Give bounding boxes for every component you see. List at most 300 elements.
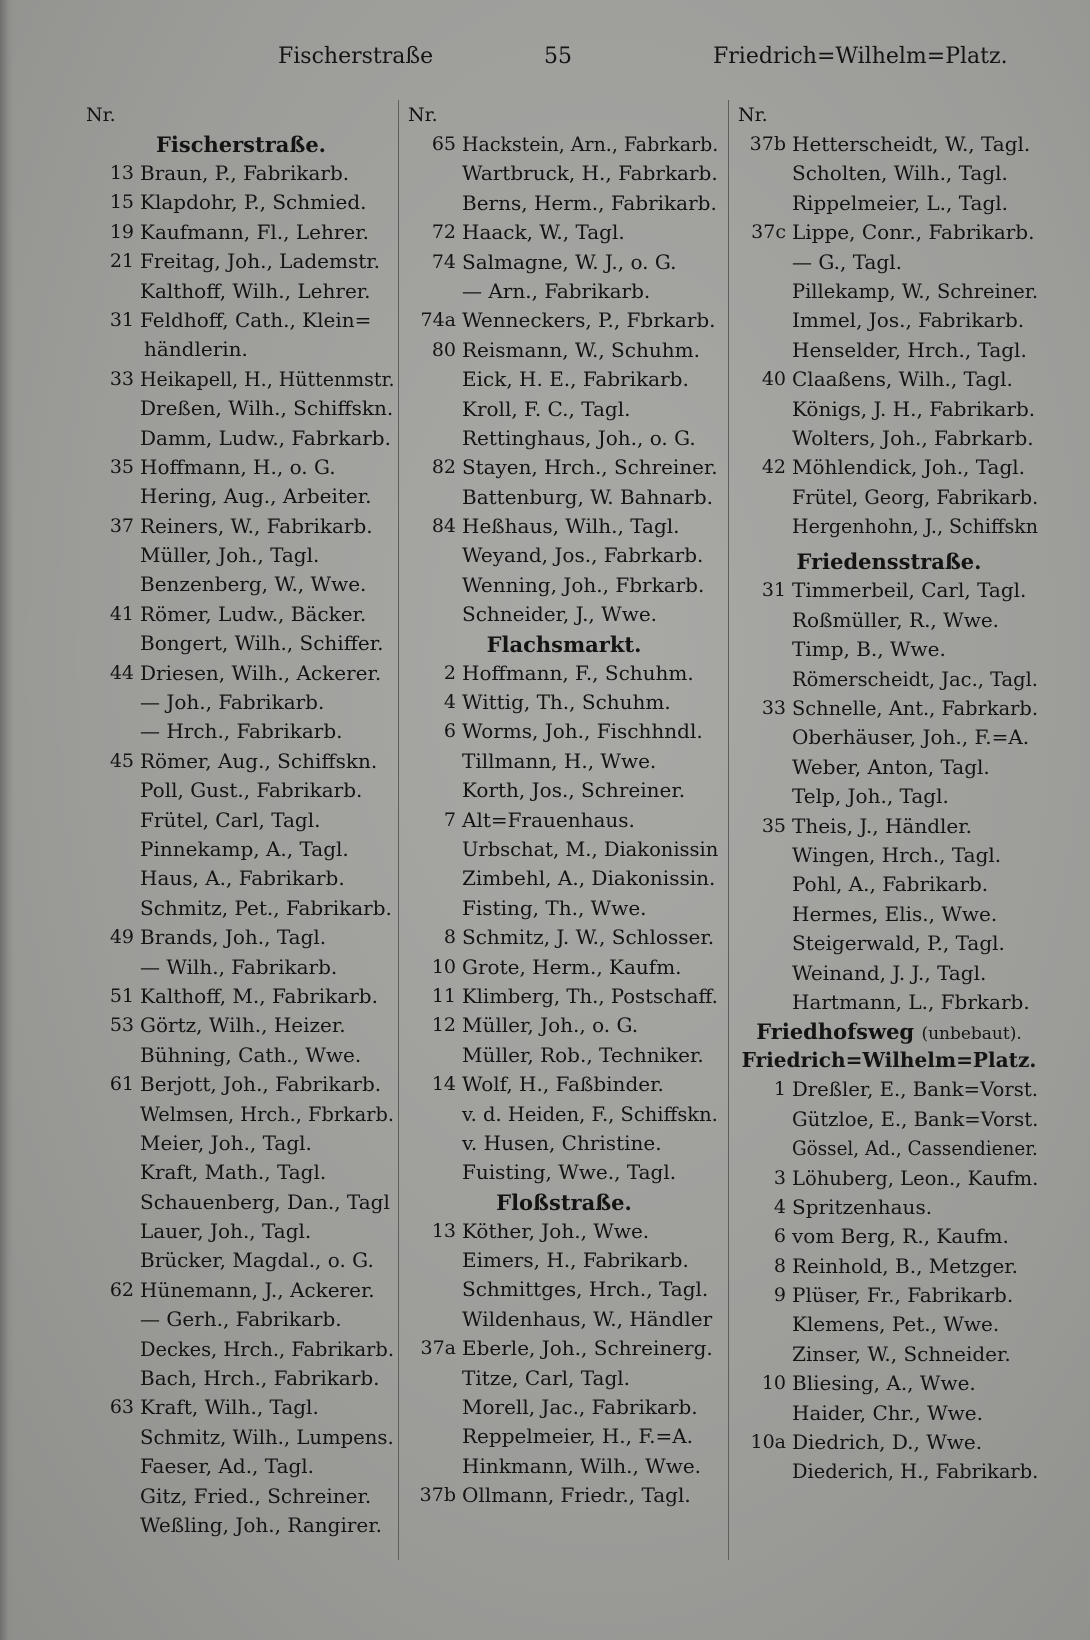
page-header: [0, 44, 1090, 84]
resident-entry: [408, 1011, 720, 1040]
resident-entry: [86, 953, 396, 982]
resident-entry: [408, 1100, 720, 1129]
resident-entry: [738, 248, 1040, 277]
nr-label: Nr.: [408, 104, 438, 126]
resident-entry: [738, 812, 1040, 841]
nr-label: Nr.: [86, 104, 116, 126]
house-number: 12: [431, 1014, 456, 1037]
resident-text: Stayen, Hrch., Schreiner.: [462, 455, 718, 480]
house-number: 53: [109, 1014, 134, 1037]
resident-entry: [738, 1193, 1040, 1222]
resident-entry: [408, 483, 720, 512]
resident-text: Görtz, Wilh., Heizer.: [140, 1013, 346, 1038]
resident-entry: [86, 1041, 396, 1070]
resident-text: Berns, Herm., Fabrikarb.: [462, 190, 717, 215]
resident-text: Pillekamp, W., Schreiner.: [792, 278, 1039, 303]
resident-entry: [408, 306, 720, 335]
resident-text: Hermes, Elis., Wwe.: [792, 901, 998, 926]
house-number: 33: [761, 697, 786, 720]
resident-text: Müller, Rob., Techniker.: [462, 1042, 704, 1067]
resident-text: Reismann, W., Schuhm.: [462, 337, 700, 362]
house-number: 84: [431, 515, 456, 538]
house-number: 10: [761, 1372, 786, 1395]
resident-text: Gützloe, E., Bank=Vorst.: [792, 1106, 1039, 1131]
resident-text: Rippelmeier, L., Tagl.: [792, 190, 1009, 215]
resident-text: Diedrich, D., Wwe.: [792, 1430, 983, 1455]
house-number: 11: [431, 984, 456, 1007]
house-number: 14: [431, 1073, 456, 1096]
resident-text: Salmagne, W. J., o. G.: [462, 249, 677, 274]
house-number: 21: [109, 250, 134, 273]
resident-entry: [86, 394, 396, 423]
resident-text: Pinnekamp, A., Tagl.: [140, 836, 349, 861]
resident-text: — Hrch., Fabrikarb.: [140, 719, 343, 744]
resident-entry: [738, 1399, 1040, 1428]
resident-entry: [738, 218, 1040, 247]
resident-text: vom Berg, R., Kaufm.: [792, 1224, 1009, 1249]
resident-text: Schauenberg, Dan., Tagl: [140, 1189, 390, 1214]
resident-entry: [738, 130, 1040, 159]
resident-text: Freitag, Joh., Lademstr.: [140, 249, 380, 274]
resident-entry: [86, 1217, 396, 1246]
resident-entry: [86, 247, 396, 276]
resident-text: Telp, Joh., Tagl.: [792, 784, 949, 809]
house-number: 37: [109, 514, 134, 537]
house-number: 65: [431, 133, 456, 155]
resident-entry: [86, 1393, 396, 1422]
resident-entry: [86, 894, 396, 923]
resident-text: Damm, Ludw., Fabrkarb.: [140, 425, 391, 450]
resident-text: Hinkmann, Wilh., Wwe.: [462, 1453, 702, 1478]
house-number: 74: [431, 250, 456, 273]
resident-entry: [86, 659, 396, 688]
resident-text: Kraft, Wilh., Tagl.: [140, 1395, 319, 1420]
house-number: 37b: [749, 133, 786, 155]
resident-entry: [86, 1070, 396, 1099]
resident-text: Schmitz, J. W., Schlosser.: [462, 925, 715, 950]
resident-text: Brands, Joh., Tagl.: [140, 925, 327, 950]
resident-text: Rettinghaus, Joh., o. G.: [462, 425, 696, 450]
resident-text: Haack, W., Tagl.: [462, 220, 625, 245]
resident-entry: [86, 1511, 396, 1540]
page-number: 55: [544, 44, 572, 69]
resident-entry: [408, 453, 720, 482]
house-number: 72: [431, 221, 456, 244]
resident-text: Lauer, Joh., Tagl.: [140, 1219, 312, 1244]
resident-text: Dreßler, E., Bank=Vorst.: [792, 1077, 1039, 1102]
resident-entry: [738, 1134, 1040, 1163]
resident-text: Kaufmann, Fl., Lehrer.: [140, 219, 369, 244]
house-number: 7: [443, 808, 456, 831]
resident-entry: [408, 277, 720, 306]
resident-text: Faeser, Ad., Tagl.: [140, 1454, 315, 1479]
resident-text: Ollmann, Friedr., Tagl.: [462, 1483, 691, 1508]
resident-entry: [408, 747, 720, 776]
resident-text: Benzenberg, W., Wwe.: [140, 572, 367, 597]
resident-text: Römer, Aug., Schiffskn.: [140, 748, 378, 773]
resident-text: Battenburg, W. Bahnarb.: [462, 484, 713, 509]
resident-entry: [408, 1422, 720, 1451]
resident-text: Schnelle, Ant., Fabrkarb.: [792, 696, 1038, 721]
resident-text: Hergenhohn, J., Schiffskn: [792, 514, 1039, 539]
house-number: 42: [761, 456, 786, 479]
resident-entry: [408, 1246, 720, 1275]
resident-entry: [408, 1481, 720, 1510]
resident-entry: [408, 659, 720, 688]
resident-entry: [86, 1452, 396, 1481]
resident-entry: [408, 894, 720, 923]
house-number: 51: [109, 984, 134, 1007]
house-number: 40: [761, 368, 786, 391]
resident-text: Feldhoff, Cath., Klein=: [140, 307, 372, 332]
resident-entry: [86, 1276, 396, 1305]
resident-text: Timp, B., Wwe.: [792, 637, 946, 662]
resident-text: Poll, Gust., Fabrikarb.: [140, 778, 363, 803]
resident-text: — Arn., Fabrikarb.: [462, 278, 651, 303]
resident-entry: [86, 218, 396, 247]
header-left-street: Fischerstraße: [278, 44, 434, 69]
resident-entry: [738, 1105, 1040, 1134]
resident-text: Steigerwald, P., Tagl.: [792, 931, 1005, 956]
resident-entry: [86, 688, 396, 717]
resident-text: Berjott, Joh., Fabrikarb.: [140, 1072, 382, 1097]
resident-entry: [408, 1158, 720, 1187]
resident-entry: [408, 982, 720, 1011]
resident-text: Schmittges, Hrch., Tagl.: [462, 1277, 709, 1302]
resident-entry: [738, 782, 1040, 811]
resident-entry: [408, 1364, 720, 1393]
resident-text: Wolters, Joh., Fabrkarb.: [792, 425, 1034, 450]
resident-entry: [408, 1041, 720, 1070]
resident-entry: [738, 1369, 1040, 1398]
house-number: 35: [109, 455, 134, 478]
resident-text: Schneider, J., Wwe.: [462, 602, 658, 627]
resident-text: Brücker, Magdal., o. G.: [140, 1248, 374, 1273]
resident-text: Wildenhaus, W., Händler: [462, 1306, 713, 1331]
resident-entry: [738, 512, 1040, 541]
resident-text: Weyand, Jos., Fabrkarb.: [462, 543, 704, 568]
resident-text: Reinhold, B., Metzger.: [792, 1253, 1019, 1278]
resident-text: Kroll, F. C., Tagl.: [462, 396, 631, 421]
house-number: 63: [109, 1396, 134, 1419]
street-heading-text: Floßstraße.: [496, 1189, 632, 1215]
resident-text: Claaßens, Wilh., Tagl.: [792, 367, 1013, 392]
resident-entry: [738, 1164, 1040, 1193]
resident-entry: [86, 424, 396, 453]
resident-text: Pohl, A., Fabrikarb.: [792, 872, 989, 897]
house-number: 19: [109, 220, 134, 243]
resident-text: Haider, Chr., Wwe.: [792, 1400, 983, 1425]
entry-list: [408, 130, 720, 1511]
house-number: 80: [431, 338, 456, 361]
street-heading: [738, 547, 1040, 576]
resident-text: Bongert, Wilh., Schiffer.: [140, 631, 384, 656]
resident-entry: [86, 806, 396, 835]
resident-text: Lippe, Conr., Fabrikarb.: [792, 220, 1035, 245]
resident-text: Immel, Jos., Fabrikarb.: [792, 308, 1025, 333]
resident-entry: [738, 1457, 1040, 1486]
resident-text: Weber, Anton, Tagl.: [792, 754, 990, 779]
resident-text: Klemens, Pet., Wwe.: [792, 1312, 1000, 1337]
resident-entry: [86, 541, 396, 570]
resident-entry: [408, 395, 720, 424]
resident-entry: [408, 1393, 720, 1422]
resident-entry: [86, 1100, 396, 1129]
resident-text: Kraft, Math., Tagl.: [140, 1160, 327, 1185]
resident-entry: [86, 365, 396, 394]
resident-text: Roßmüller, R., Wwe.: [792, 607, 1000, 632]
resident-entry: [738, 753, 1040, 782]
resident-entry: [738, 1075, 1040, 1104]
resident-entry: [738, 900, 1040, 929]
resident-entry: [738, 959, 1040, 988]
resident-entry: [408, 218, 720, 247]
resident-entry: [738, 1222, 1040, 1251]
resident-entry: [408, 923, 720, 952]
resident-entry: [738, 929, 1040, 958]
resident-text: Haus, A., Fabrikarb.: [140, 866, 345, 891]
resident-text: Tillmann, H., Wwe.: [462, 748, 657, 773]
house-number: 3: [773, 1166, 786, 1189]
resident-text: Möhlendick, Joh., Tagl.: [792, 455, 1026, 480]
resident-entry: [738, 606, 1040, 635]
entry-list: [86, 130, 396, 1540]
street-heading-note: (unbebaut).: [921, 1024, 1022, 1045]
resident-entry: [738, 723, 1040, 752]
house-number: 37b: [419, 1484, 456, 1507]
resident-entry: [408, 864, 720, 893]
resident-text: händlerin.: [144, 337, 248, 362]
house-number: 1: [773, 1078, 786, 1101]
resident-entry: [86, 570, 396, 599]
resident-text: Wingen, Hrch., Tagl.: [792, 842, 1002, 867]
resident-text: Köther, Joh., Wwe.: [462, 1218, 650, 1243]
resident-entry: [86, 982, 396, 1011]
house-number: 33: [109, 367, 134, 390]
resident-entry: [738, 277, 1040, 306]
house-number: 37a: [420, 1337, 456, 1360]
resident-text: Schmitz, Pet., Fabrikarb.: [140, 895, 392, 920]
resident-text: Hünemann, J., Ackerer.: [140, 1277, 375, 1302]
house-number: 13: [431, 1219, 456, 1242]
resident-text: Römer, Ludw., Bäcker.: [140, 601, 367, 626]
resident-entry: [86, 159, 396, 188]
resident-entry: [86, 335, 396, 364]
column-divider-2: [728, 100, 729, 1560]
resident-entry: [86, 1129, 396, 1158]
resident-text: — G., Tagl.: [792, 249, 902, 274]
resident-entry: [408, 1305, 720, 1334]
resident-entry: [408, 424, 720, 453]
resident-entry: [738, 635, 1040, 664]
house-number: 44: [109, 661, 134, 684]
street-heading: [408, 1188, 720, 1217]
resident-text: v. d. Heiden, F., Schiffskn.: [462, 1101, 718, 1126]
resident-entry: [408, 1452, 720, 1481]
resident-entry: [738, 1428, 1040, 1457]
street-heading: [738, 1017, 1040, 1046]
resident-entry: [408, 776, 720, 805]
resident-text: Alt=Frauenhaus.: [462, 807, 635, 832]
resident-text: Wenning, Joh., Fbrkarb.: [462, 572, 705, 597]
resident-entry: [408, 189, 720, 218]
resident-entry: [408, 541, 720, 570]
street-heading-text: Friedensstraße.: [796, 549, 982, 575]
resident-text: Grote, Herm., Kaufm.: [462, 954, 682, 979]
resident-text: — Wilh., Fabrikarb.: [140, 954, 338, 979]
resident-entry: [738, 1340, 1040, 1369]
column-3: [738, 100, 1040, 1487]
resident-entry: [86, 1158, 396, 1187]
book-binding-edge: [0, 0, 14, 1640]
resident-entry: [86, 1482, 396, 1511]
resident-entry: [408, 248, 720, 277]
resident-entry: [86, 747, 396, 776]
resident-text: Scholten, Wilh., Tagl.: [792, 161, 1008, 186]
resident-entry: [86, 600, 396, 629]
street-heading-text: Friedrich=Wilhelm=Platz.: [741, 1048, 1037, 1073]
resident-text: Hackstein, Arn., Fabrkarb.: [462, 132, 719, 156]
resident-text: Wartbruck, H., Fabrkarb.: [462, 161, 718, 186]
resident-text: Worms, Joh., Fischhndl.: [462, 719, 703, 744]
resident-entry: [86, 1305, 396, 1334]
resident-entry: [738, 159, 1040, 188]
resident-text: Hoffmann, F., Schuhm.: [462, 660, 694, 685]
house-number: 4: [773, 1195, 786, 1218]
resident-entry: [408, 571, 720, 600]
house-number: 49: [109, 926, 134, 949]
house-number: 4: [443, 691, 456, 714]
resident-entry: [408, 1070, 720, 1099]
resident-entry: [408, 130, 720, 159]
house-number: 82: [431, 456, 456, 479]
resident-text: Römerscheidt, Jac., Tagl.: [792, 666, 1038, 691]
resident-entry: [408, 1275, 720, 1304]
resident-entry: [86, 1011, 396, 1040]
resident-entry: [86, 188, 396, 217]
resident-entry: [408, 600, 720, 629]
street-heading: [86, 130, 396, 159]
column-divider-1: [398, 100, 399, 1560]
entry-list: [738, 130, 1040, 1487]
resident-entry: [738, 870, 1040, 899]
resident-text: Frütel, Georg, Fabrikarb.: [792, 484, 1039, 509]
resident-text: Heßhaus, Wilh., Tagl.: [462, 514, 680, 539]
resident-text: Kalthoff, Wilh., Lehrer.: [140, 278, 371, 303]
house-number: 6: [773, 1225, 786, 1248]
street-heading: [738, 1046, 1040, 1075]
resident-text: Fisting, Th., Wwe.: [462, 895, 647, 920]
house-number: 74a: [420, 309, 456, 332]
resident-entry: [408, 1217, 720, 1246]
resident-entry: [408, 512, 720, 541]
resident-text: Müller, Joh., Tagl.: [140, 543, 320, 568]
house-number: 6: [443, 720, 456, 743]
resident-text: Klapdohr, P., Schmied.: [140, 190, 367, 215]
resident-text: Spritzenhaus.: [792, 1194, 933, 1219]
resident-entry: [86, 835, 396, 864]
resident-entry: [86, 453, 396, 482]
resident-text: Hoffmann, H., o. G.: [140, 454, 336, 479]
resident-text: Eick, H. E., Fabrikarb.: [462, 367, 689, 392]
resident-text: Wolf, H., Faßbinder.: [462, 1072, 664, 1097]
resident-text: Eberle, Joh., Schreinerg.: [462, 1336, 713, 1361]
resident-text: Braun, P., Fabrikarb.: [140, 161, 350, 185]
resident-entry: [86, 1423, 396, 1452]
resident-entry: [86, 277, 396, 306]
house-number: 35: [761, 814, 786, 837]
house-number: 13: [109, 162, 134, 184]
resident-entry: [738, 365, 1040, 394]
resident-entry: [738, 395, 1040, 424]
resident-text: Hartmann, L., Fbrkarb.: [792, 989, 1030, 1014]
resident-entry: [738, 336, 1040, 365]
resident-text: — Gerh., Fabrikarb.: [140, 1307, 342, 1332]
resident-entry: [86, 306, 396, 335]
resident-text: Hetterscheidt, W., Tagl.: [792, 132, 1031, 156]
resident-entry: [738, 1281, 1040, 1310]
resident-text: Urbschat, M., Diakonissin: [462, 836, 719, 861]
resident-entry: [738, 841, 1040, 870]
resident-text: Dreßen, Wilh., Schiffskn.: [140, 396, 394, 421]
street-heading-text: Flachsmarkt.: [486, 631, 642, 657]
resident-text: Henselder, Hrch., Tagl.: [792, 337, 1027, 362]
header-right-street: Friedrich=Wilhelm=Platz.: [713, 44, 1008, 69]
resident-entry: [86, 1188, 396, 1217]
house-number: 37c: [751, 221, 786, 244]
resident-entry: [408, 1334, 720, 1363]
resident-entry: [738, 694, 1040, 723]
resident-text: — Joh., Fabrikarb.: [140, 690, 325, 715]
resident-text: Gössel, Ad., Cassendiener.: [792, 1136, 1038, 1161]
resident-entry: [408, 365, 720, 394]
resident-entry: [86, 512, 396, 541]
resident-entry: [408, 717, 720, 746]
resident-entry: [738, 1310, 1040, 1339]
resident-text: Theis, J., Händler.: [792, 813, 972, 838]
resident-text: Schmitz, Wilh., Lumpens.: [140, 1424, 394, 1449]
resident-text: Müller, Joh., o. G.: [462, 1013, 639, 1038]
resident-text: v. Husen, Christine.: [462, 1130, 662, 1155]
nr-label: Nr.: [738, 104, 768, 126]
resident-text: Frütel, Carl, Tagl.: [140, 807, 321, 832]
resident-entry: [86, 1246, 396, 1275]
resident-entry: [86, 482, 396, 511]
resident-entry: [738, 988, 1040, 1017]
resident-text: Heikapell, H., Hüttenmstr.: [140, 366, 395, 391]
resident-entry: [408, 1129, 720, 1158]
resident-text: Oberhäuser, Joh., F.=A.: [792, 725, 1030, 750]
house-number: 10a: [750, 1431, 786, 1454]
resident-entry: [738, 576, 1040, 605]
resident-text: Deckes, Hrch., Fabrikarb.: [140, 1336, 395, 1361]
resident-entry: [738, 483, 1040, 512]
resident-entry: [738, 424, 1040, 453]
resident-text: Bach, Hrch., Fabrikarb.: [140, 1366, 380, 1391]
resident-text: Reiners, W., Fabrikarb.: [140, 513, 373, 538]
resident-text: Kalthoff, M., Fabrikarb.: [140, 983, 378, 1008]
resident-entry: [86, 1335, 396, 1364]
resident-entry: [408, 336, 720, 365]
resident-text: Löhuberg, Leon., Kaufm.: [792, 1165, 1039, 1190]
resident-text: Bühning, Cath., Wwe.: [140, 1042, 362, 1067]
resident-text: Welmsen, Hrch., Fbrkarb.: [140, 1101, 395, 1126]
resident-entry: [738, 189, 1040, 218]
house-number: 62: [109, 1278, 134, 1301]
house-number: 15: [109, 191, 134, 214]
house-number: 61: [109, 1073, 134, 1096]
resident-entry: [408, 688, 720, 717]
